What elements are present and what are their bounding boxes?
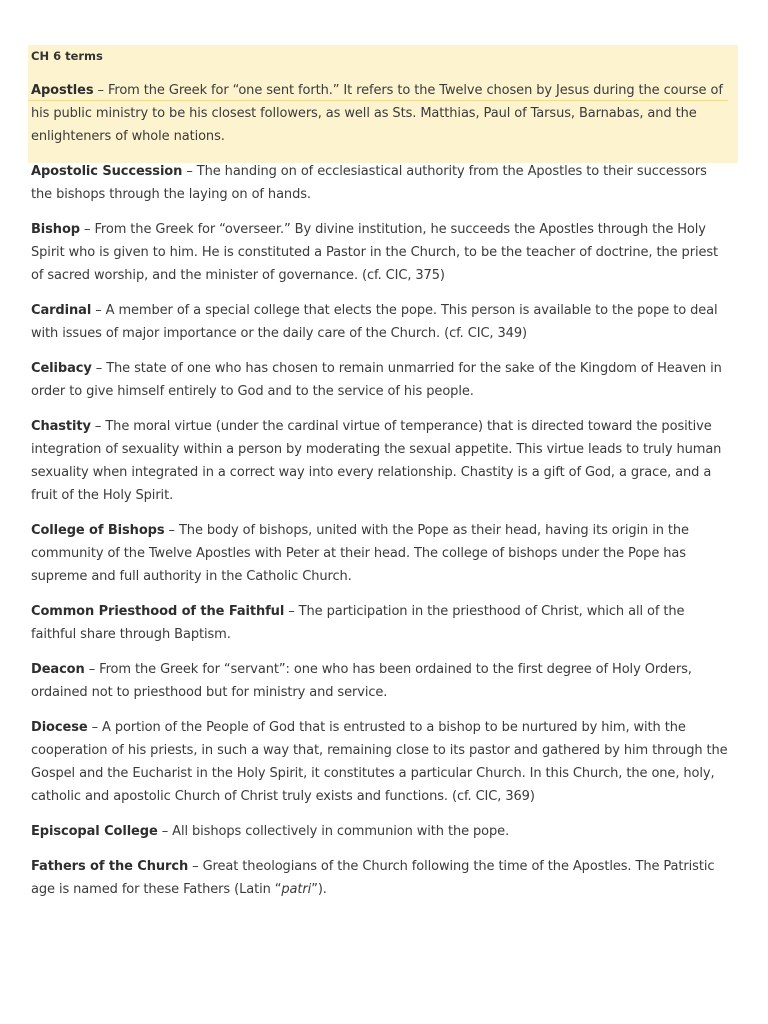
term-entry-bishop — [31, 218, 731, 287]
term-separator: – — [164, 523, 179, 538]
term-definition: A portion of the People of God that is entrusted to a bishop to be nurtured by him, with the cooperation of his priests, in such a way that, remaining close to its pastor and gathered by him through the Gospel and the Eucharist in the Holy Spirit, it constitutes a particular Church. In this Church, the one, holy, catholic and apostolic Church of Christ truly exists and functions. (cf. CIC, 369) — [31, 720, 728, 804]
term-separator: – — [93, 83, 108, 98]
term-separator: – — [284, 604, 299, 619]
term-separator: – — [91, 361, 107, 376]
term-separator: – — [188, 859, 203, 874]
term-separator: – — [157, 824, 173, 839]
term-name: Bishop — [31, 222, 80, 237]
term-separator: – — [91, 303, 106, 318]
term-definition-text: Great theologians of the Church following the time of the Apostles. The Patristic age is named for these Fathers (Latin “ — [31, 859, 715, 897]
term-definition: A member of a special college that elects the pope. This person is available to the pope to deal with issues of major importance or the daily care of the Church. (cf. CIC, 349) — [31, 303, 718, 341]
term-entry-deacon — [31, 658, 731, 704]
term-entry-apostolic-succession — [31, 160, 731, 206]
term-definition-italic: patri — [281, 882, 312, 897]
term-separator: – — [182, 164, 197, 179]
term-definition: From the Greek for “one sent forth.” It refers to the Twelve chosen by Jesus during the course of his public ministry to be his closest followers, as well as Sts. Matthias, Paul of Tarsus, Barnabas, and the enlighteners of whole nations. — [31, 83, 723, 144]
term-name: Fathers of the Church — [31, 859, 189, 874]
term-entry-college-of-bishops — [31, 519, 731, 588]
term-name: College of Bishops — [31, 523, 165, 538]
term-name: Cardinal — [31, 303, 92, 318]
term-name: Chastity — [31, 419, 91, 434]
term-separator: – — [90, 419, 106, 434]
term-definition: All bishops collectively in communion with the pope. — [172, 824, 510, 839]
term-entry-episcopal-college — [31, 820, 731, 843]
term-name: Apostolic Succession — [31, 164, 183, 179]
term-name: Celibacy — [31, 361, 92, 376]
term-name: Apostles — [31, 83, 94, 98]
term-definition: From the Greek for “overseer.” By divine institution, he succeeds the Apostles through the Holy Spirit who is given to him. He is constituted a Pastor in the Church, to be the teacher of doctrine, the priest of sacred worship, and the minister of governance. (cf. CIC, 375) — [31, 222, 719, 283]
term-entry-cardinal — [31, 299, 731, 345]
term-entry-common-priesthood — [31, 600, 731, 646]
document-content — [31, 46, 731, 913]
term-definition: The moral virtue (under the cardinal virtue of temperance) that is directed toward the positive integration of sexuality within a person by moderating the sexual appetite. This virtue leads to truly human sexuality when integrated in a correct way into every relationship. Chastity is a gift of God, a grace, and a fruit of the Holy Spirit. — [31, 419, 722, 503]
term-entry-diocese — [31, 716, 731, 808]
document-title: CH 6 terms — [31, 49, 103, 63]
term-entry-apostles — [31, 79, 731, 148]
term-name: Deacon — [31, 662, 85, 677]
term-definition: The body of bishops, united with the Pope as their head, having its origin in the community of the Twelve Apostles with Peter at their head. The college of bishops under the Pope has supreme and full authority in the Catholic Church. — [31, 523, 689, 584]
term-definition: The state of one who has chosen to remain unmarried for the sake of the Kingdom of Heaven in order to give himself entirely to God and to the service of his people. — [31, 361, 722, 399]
term-separator: – — [87, 720, 103, 735]
term-definition-tail: ”). — [311, 882, 327, 897]
term-separator: – — [84, 662, 100, 677]
term-definition: The handing on of ecclesiastical authority from the Apostles to their successors the bishops through the laying on of hands. — [31, 164, 707, 202]
term-name: Common Priesthood of the Faithful — [31, 604, 285, 619]
term-entry-celibacy — [31, 357, 731, 403]
term-definition: From the Greek for “servant”: one who has been ordained to the first degree of Holy Orders, ordained not to priesthood but for ministry and service. — [31, 662, 692, 700]
term-name: Diocese — [31, 720, 88, 735]
term-separator: – — [80, 222, 95, 237]
term-entry-chastity — [31, 415, 731, 507]
term-entry-fathers-of-the-church — [31, 855, 731, 901]
term-name: Episcopal College — [31, 824, 158, 839]
term-definition: The participation in the priesthood of Christ, which all of the faithful share through Baptism. — [31, 604, 685, 642]
